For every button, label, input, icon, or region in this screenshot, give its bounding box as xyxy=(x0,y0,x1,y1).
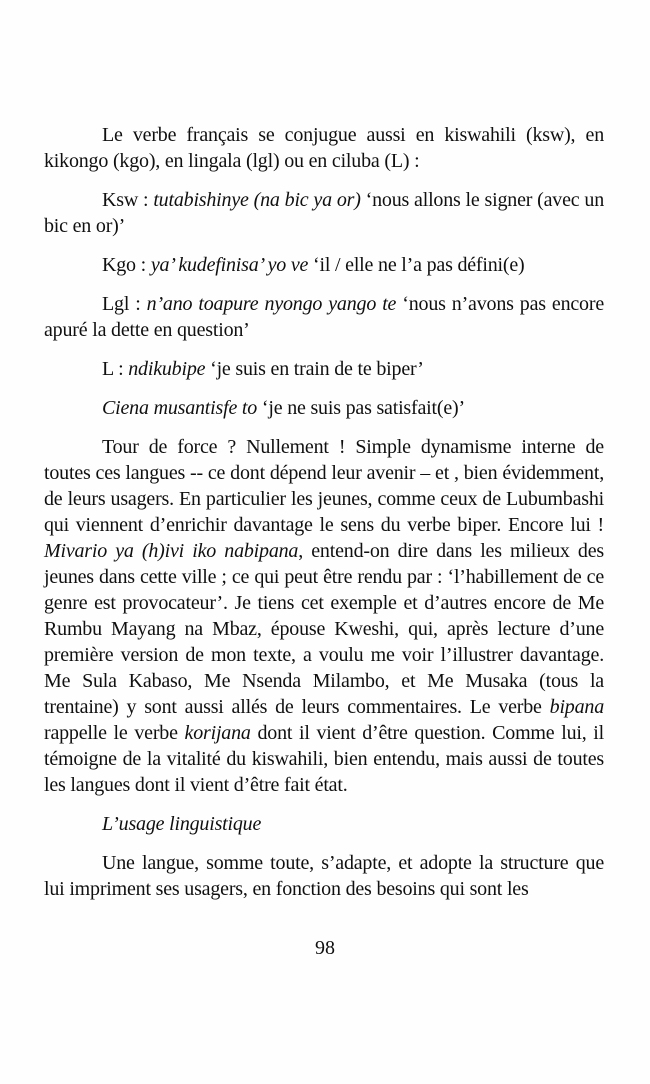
paragraph xyxy=(44,850,604,902)
paragraph xyxy=(44,122,604,174)
text-run: Lgl : xyxy=(102,293,147,315)
paragraph xyxy=(44,434,604,798)
section-heading xyxy=(44,811,604,837)
text-run: dont il vient d’être question. Comme lui, il témoigne de la vitalité du kiswahili, bien entendu, mais aussi de toutes les langues dont il vient d’être fait état. xyxy=(44,722,604,796)
italic-text-run: ya’ kudefinisa’ yo ve xyxy=(150,254,309,276)
italic-text-run: bipana xyxy=(549,696,604,718)
paragraph xyxy=(44,252,604,278)
italic-text-run: korijana xyxy=(184,722,251,744)
text-run: ‘je suis en train de te biper’ xyxy=(205,358,424,380)
text-run: Tour de force ? Nullement ! Simple dynamisme interne de toutes ces langues -- ce dont dépend leur avenir – et , bien évidemment, de leurs usagers. En particulier les jeunes, comme ceux de Lubumbashi qui viennent d’enrichir davantage le sens du verbe biper. Encore lui ! xyxy=(44,436,604,536)
text-run: Kgo : xyxy=(102,254,151,276)
italic-text-run: Ciena musantisfe to xyxy=(102,397,258,419)
italic-text-run: ndikubipe xyxy=(128,358,206,380)
text-run: rappelle le verbe xyxy=(44,722,185,744)
text-run: ‘nous allons le signer (avec un bic en or)’ xyxy=(44,189,605,237)
page-number: 98 xyxy=(315,937,335,959)
paragraph xyxy=(44,291,604,343)
text-run: ‘je ne suis pas satisfait(e)’ xyxy=(257,397,465,419)
text-run: ‘nous n’avons pas encore apuré la dette en question’ xyxy=(44,293,604,341)
paragraph xyxy=(44,356,604,382)
italic-text-run: tutabishinye (na bic ya or) xyxy=(153,189,361,211)
text-run: ‘il / elle ne l’a pas défini(e) xyxy=(308,254,525,276)
text-run: Le verbe français se conjugue aussi en kiswahili (ksw), en kikongo (kgo), en lingala (lgl) ou en ciluba (L) : xyxy=(44,124,604,172)
text-run: Ksw : xyxy=(102,189,154,211)
paragraph xyxy=(44,187,604,239)
paragraph xyxy=(44,395,604,421)
text-run: L : xyxy=(102,358,129,380)
text-run: , entend-on dire dans les milieux des jeunes dans cette ville ; ce qui peut être rendu par : ‘l’habillement de ce genre est provocateur’. Je tiens cet exemple et d’autres encore de Me Rumbu Mayang na Mbaz, épouse Kweshi, qui, après lecture d’une première version de mon texte, a voulu me voir l’illustrer davantage. Me Sula Kabaso, Me Nsenda Milambo, et Me Musaka (tous la trentaine) y sont aussi allés de leurs commentaires. Le verbe xyxy=(44,540,604,718)
text-block xyxy=(44,122,604,915)
text-run: Une langue, somme toute, s’adapte, et adopte la structure que lui impriment ses usagers, en fonction des besoins qui sont les xyxy=(44,852,604,900)
italic-text-run: Mivario ya (h)ivi iko nabipana xyxy=(44,540,299,562)
italic-text-run: n’ano toapure nyongo yango te xyxy=(146,293,397,315)
italic-text-run: L’usage linguistique xyxy=(102,813,262,835)
